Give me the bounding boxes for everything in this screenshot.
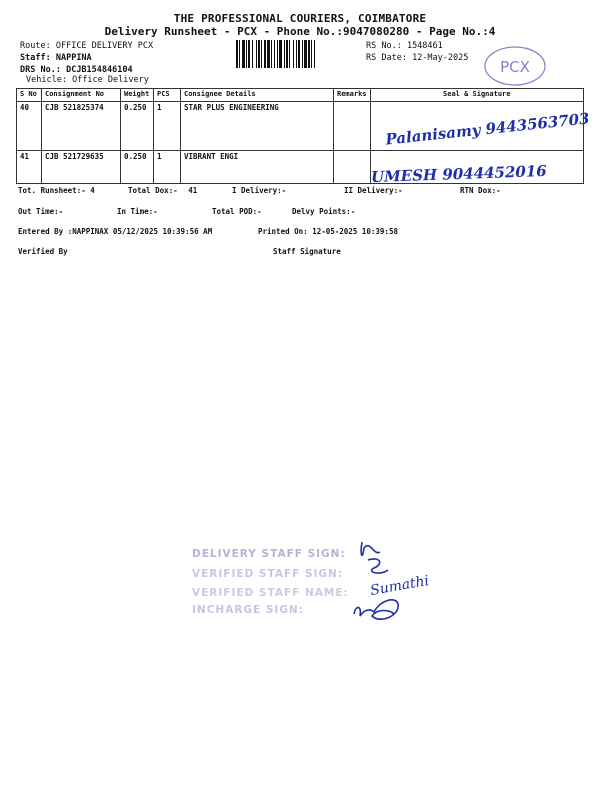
in-time-label: In Time:-: [117, 207, 158, 216]
pcx-stamp: [482, 44, 548, 88]
row-weight: 0.250: [121, 151, 154, 184]
row-sno: 41: [17, 151, 42, 184]
barcode-bar: [248, 40, 250, 68]
company-title: THE PROFESSIONAL COURIERS, COIMBATORE: [173, 12, 427, 25]
printed-label: Printed On:: [258, 227, 308, 236]
row-consignment: CJB 521729635: [42, 151, 121, 184]
i-delivery-label: I Delivery:-: [232, 186, 287, 195]
tot-runsheet-value: 4: [90, 186, 95, 195]
runsheet-subtitle: Delivery Runsheet - PCX - Phone No.:9047080280 - Page No.:4: [104, 25, 496, 38]
printed-on: [258, 227, 398, 236]
staff-value: NAPPINA: [55, 53, 92, 63]
row-consignee: VIBRANT ENGI: [181, 151, 334, 184]
row-signature: [370, 102, 590, 151]
handwritten-name: Sumathi: [369, 572, 431, 600]
barcode-bar: [239, 40, 240, 68]
stamp-incharge-sign: INCHARGE SIGN:: [192, 604, 304, 616]
verified-by-label: Verified By: [18, 247, 68, 256]
table-row: [17, 151, 584, 184]
route-line: [20, 41, 153, 51]
rtn-dox: [460, 186, 501, 195]
barcode-bar: [252, 40, 253, 68]
table-row: [17, 102, 584, 151]
barcode-bar: [314, 40, 315, 68]
stamp-text: PCX: [500, 58, 530, 76]
rs-no-line: [366, 41, 443, 51]
runsheet-table: [16, 88, 590, 187]
entered-label: Entered By :: [18, 227, 73, 236]
row-remarks: [334, 102, 371, 151]
vehicle-label: Vehicle:: [26, 75, 67, 85]
vehicle-line: [26, 75, 149, 85]
barcode-bar: [289, 40, 290, 68]
barcode-bar: [286, 40, 288, 68]
total-dox-value: 41: [188, 186, 198, 195]
ii-delivery: [344, 186, 403, 195]
drs-label: DRS No.:: [20, 65, 61, 75]
barcode-bar: [302, 40, 303, 68]
tot-runsheet-label: Tot. Runsheet:-: [18, 186, 86, 195]
total-pod: [212, 207, 262, 216]
barcode-bar: [284, 40, 285, 68]
col-consignment: Consignment No: [42, 89, 121, 102]
tot-runsheet: [18, 186, 95, 195]
barcode-bar: [274, 40, 275, 68]
total-dox-label: Total Dox:-: [128, 186, 178, 195]
col-weight: Weight: [121, 89, 154, 102]
barcode: [235, 40, 357, 68]
row-weight: 0.250: [121, 102, 154, 151]
out-time-label: Out Time:-: [18, 207, 64, 216]
drs-value: DCJB154846104: [66, 65, 133, 75]
barcode-bar: [267, 40, 270, 68]
route-value: OFFICE DELIVERY PCX: [55, 41, 154, 51]
staff-label: Staff:: [20, 53, 51, 63]
row-signature: [370, 151, 583, 187]
barcode-bar: [271, 40, 272, 68]
barcode-bar: [296, 40, 297, 68]
barcode-bar: [293, 40, 294, 68]
delvy-points-label: Delvy Points:-: [292, 207, 356, 216]
stamp-verified-staff-name: VERIFIED STAFF NAME:: [192, 587, 349, 599]
col-pcs: PCS: [154, 89, 181, 102]
route-label: Route:: [20, 41, 51, 51]
stamp-delivery-staff-sign: DELIVERY STAFF SIGN:: [192, 548, 346, 560]
rs-date-label: RS Date:: [366, 53, 407, 63]
table-header-row: [17, 89, 584, 102]
stamp-verified-staff-sign: VERIFIED STAFF SIGN:: [192, 568, 344, 580]
staff-signature-label: Staff Signature: [273, 247, 341, 256]
col-consignee: Consignee Details: [181, 89, 334, 102]
barcode-bar: [298, 40, 300, 68]
barcode-bar: [264, 40, 266, 68]
handwritten-signature-2: UMESH 9044452016: [370, 161, 547, 187]
rs-date-line: [366, 53, 468, 63]
row-remarks: [334, 151, 371, 184]
barcode-bar: [279, 40, 282, 68]
entered-by: [18, 227, 212, 236]
printed-value: 12-05-2025 10:39:58: [312, 227, 398, 236]
row-pcs: 1: [154, 151, 181, 184]
total-pod-label: Total POD:-: [212, 207, 262, 216]
rs-date-value: 12-May-2025: [412, 53, 469, 63]
staff-line: [20, 53, 92, 63]
barcode-bar: [304, 40, 307, 68]
ii-delivery-label: II Delivery:-: [344, 186, 403, 195]
col-sno: S No: [17, 89, 42, 102]
vehicle-value: Office Delivery: [72, 75, 149, 85]
out-time: [18, 207, 63, 216]
in-time: [117, 207, 158, 216]
entered-value: NAPPINAX 05/12/2025 10:39:56 AM: [72, 227, 213, 236]
total-dox: [128, 186, 197, 195]
barcode-bar: [242, 40, 245, 68]
barcode-bar: [261, 40, 262, 68]
delvy-points: [292, 207, 355, 216]
col-remarks: Remarks: [334, 89, 371, 102]
i-delivery: [232, 186, 286, 195]
barcode-bar: [256, 40, 257, 68]
row-consignee: STAR PLUS ENGINEERING: [181, 102, 334, 151]
drs-line: [20, 65, 133, 75]
barcode-bar: [277, 40, 278, 68]
barcode-bar: [308, 40, 310, 68]
barcode-bar: [311, 40, 312, 68]
row-consignment: CJB 521825374: [42, 102, 121, 151]
handwritten-signature-1: Palanisamy 9443563703: [384, 109, 590, 149]
rtn-dox-label: RTN Dox:-: [460, 186, 501, 195]
barcode-bar: [246, 40, 247, 68]
row-pcs: 1: [154, 102, 181, 151]
barcode-bar: [236, 40, 238, 68]
barcode-bar: [258, 40, 260, 68]
rs-no-value: 1548461: [406, 41, 443, 51]
row-sno: 40: [17, 102, 42, 151]
col-signature: Seal & Signature: [370, 89, 583, 102]
rs-no-label: RS No.:: [366, 41, 402, 51]
